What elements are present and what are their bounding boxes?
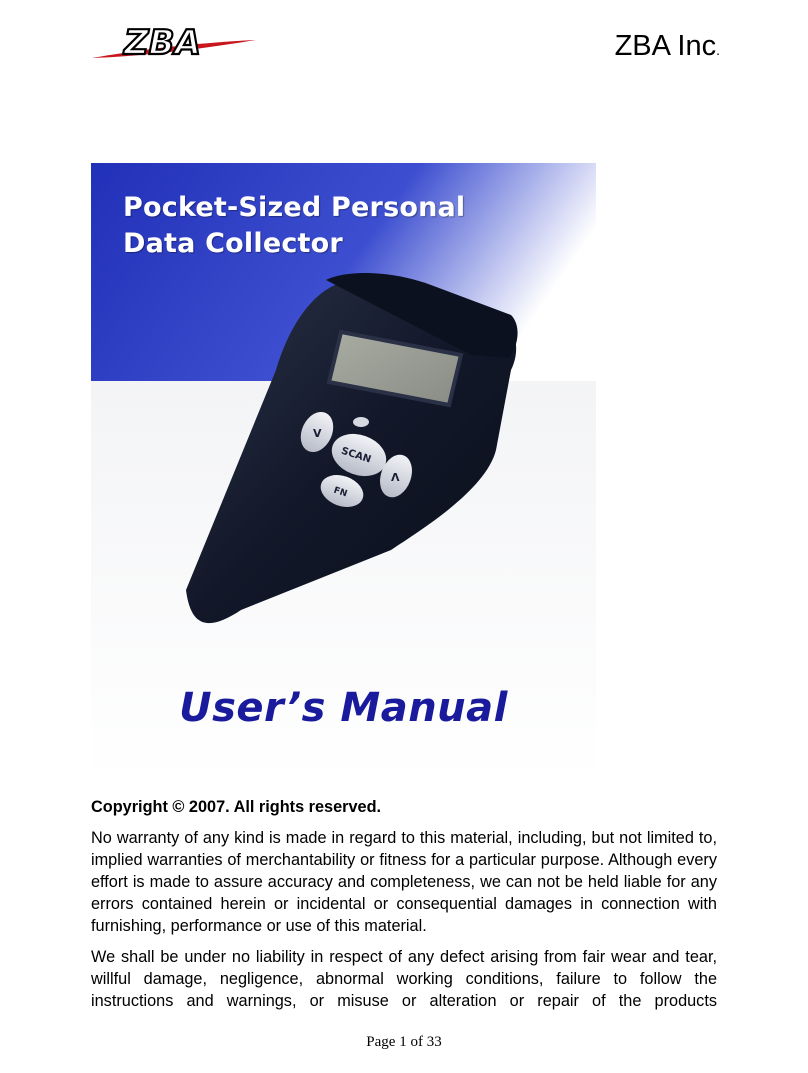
cover-image — [91, 70, 596, 783]
copyright-notice: Copyright © 2007. All rights reserved. — [91, 798, 382, 816]
company-text: ZBA Inc — [614, 30, 717, 62]
key-v: V — [313, 427, 322, 440]
page-number: Page 1 of 33 — [366, 1034, 442, 1050]
warranty-paragraph: No warranty of any kind is made in regard to this material, including, but not limited to, implied warranties of merchantability or fitness for a particular purpose. Although every effort is made to assure accuracy and completeness, we can not be held liable for any errors contained herein or incidental or consequential damages in connection with furnishing, performance or use of this material. — [91, 829, 717, 935]
logo-text: ZBA — [124, 23, 201, 63]
company-dot: . — [716, 42, 720, 58]
key-up: Λ — [391, 471, 400, 484]
cover-art — [91, 70, 596, 783]
cover-title — [123, 190, 583, 262]
liability-paragraph: We shall be under no liability in respect of any defect arising from fair wear and tear, willful damage, negligence, abnormal working conditions, failure to follow the instructions and warnings, or misuse or alteration or repair of the products — [91, 948, 717, 1010]
cover-title-line2: Data Collector — [123, 228, 343, 259]
cover-title-line1: Pocket-Sized Personal — [123, 192, 466, 223]
company-name — [615, 30, 720, 63]
manual-title: User’s Manual — [179, 685, 508, 731]
zba-logo — [88, 18, 260, 66]
document-body — [91, 796, 717, 1021]
key-scan: SCAN — [339, 445, 373, 466]
key-fn: FN — [332, 485, 349, 500]
